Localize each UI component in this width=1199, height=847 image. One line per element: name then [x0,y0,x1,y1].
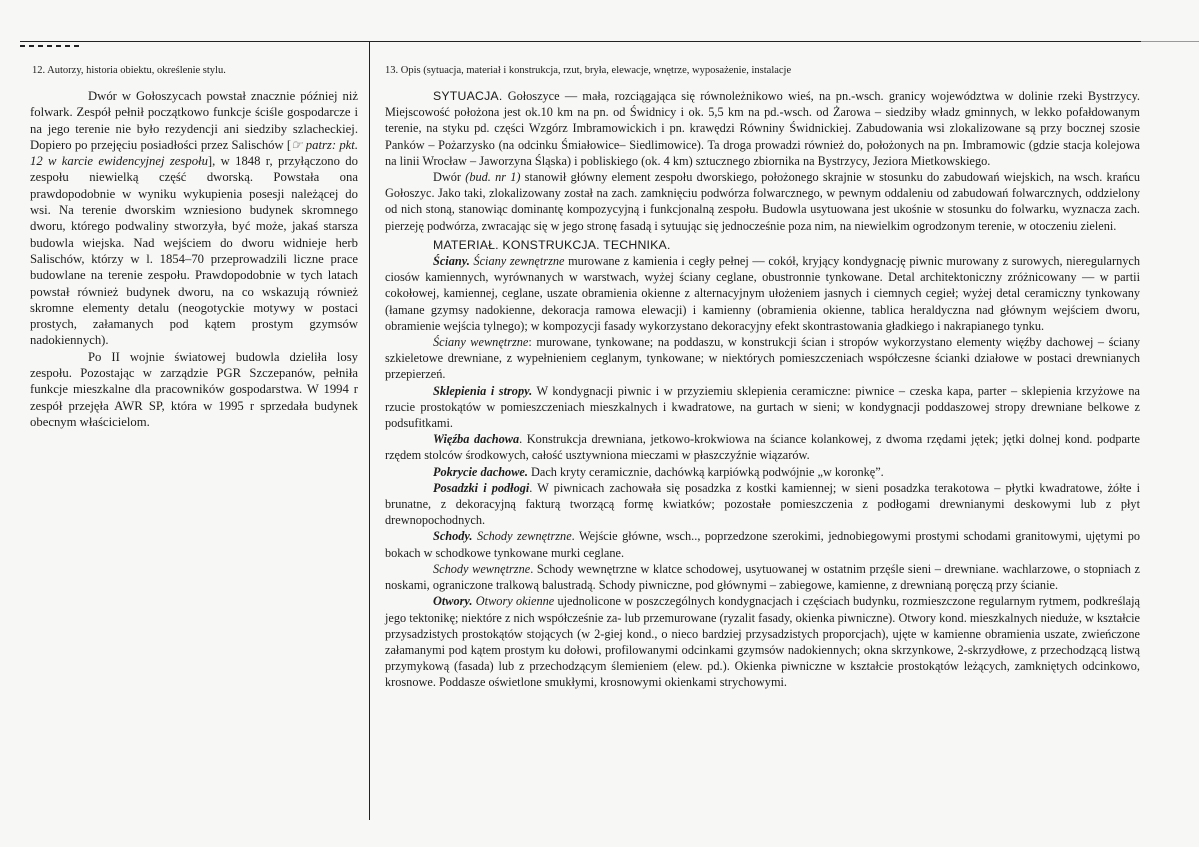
material-heading-text: MATERIAŁ. KONSTRUKCJA. TECHNIKA. [433,237,671,252]
schody-paragraph [385,528,1140,560]
dwor-paragraph [385,169,1140,234]
section-12-header: 12. Autorzy, historia obiektu, określenie stylu. [32,65,226,76]
top-rule-extension [1141,41,1199,42]
sytuacja-text: Gołoszyce — mała, rozciągająca się równoleżnikowo wieś, na pn.-wsch. granicy województwa w dolinie rzeki Bystrzycy. Miejscowość położona jest ok.10 km na pn. od Świdnicy i ok. 5,5 km na pd.-wsch. od Żarowa – siedziby władz gminnych, w lekko pofałdowanym terenie, na styku pd. części Wzgórz Imbramowickich i pn. krawędzi Równiny Świdnickiej. Zabudowania wsi zlokalizowane są przy bocznej szosie Panków – Pożarzysko (na odcinku Śmiałowice– Siedlimowice). Ta droga prowadzi również do, położonych na pn. Imbramowic (gdzie stacja kolejowa na linii Wrocław – Jaworzyna Śląska) i pobliskiego (ok. 4 km) sztucznego zbiornika na Bystrzycy, Jeziora Mietkowskiego. [385,89,1140,168]
dwor-text-b: stanowił główny element zespołu dworskiego, położonego skrajnie w stosunku do zabudowań wiejskich, na wsch. krańcu Gołoszyc. Jako taki, zlokalizowany został na zach. zamknięciu podwórza folwarcznego, w pewnym oddaleniu od zabudowań folwarcznych, oddzielony od nich stoną, stanowiąc dominantę kompozycyjną i funkcjonalną zespołu. Budowla usytuowana jest ukośnie w stosunku do folwarku, wyznacza zach. pierzeję podwórza, zwracając się w jego stronę fasadą i sytuując się jednocześnie poza nim, na niewielkim ogrodzonym terenie, w otoczeniu zieleni. [385,170,1140,233]
schody-wew-label: Schody wewnętrzne [433,561,531,576]
otwory-paragraph [385,593,1140,690]
sklepienia-paragraph [385,383,1140,432]
dwor-reference: (bud. nr 1) [465,170,521,185]
wiezba-text: . Konstrukcja drewniana, jetkowo-krokwiowa na ściance kolankowej, z dwoma rzędami jętek; jętki dolnej kond. podparte rzędem stolców środkowych, całość usztywniona mieczami w płaszczyźnie wiązarów. [385,432,1140,463]
otwory-text: ujednolicone w poszczególnych kondygnacjach i częściach budynku, rozmieszczone regularnym rytmem, podkreślają jego tektonikę; niektóre z nich współcześnie za- lub przemurowane (ryzalit fasady, okienka piwniczne). Otwory kond. mieszkalnych nieduże, w kształcie przysadzistych prostokątów stojących (w 2-giej kond., o nieco bardziej przysadzistych proporcjach), ujęte w kamienne obramienia uszate, zwieńczone załamanymi pod kątem prostym ku dołowi, profilowanymi odcinkami gzymsów nadokiennych; okna skrzynkowe, 2-skrzydłowe, z przechodzącą listwą przymykową (fasada) lub z przechodzącym ślemieniem (elew. pd.). Okienka piwniczne w kształcie prostokątów leżących, zamkniętych odcinkowo, krosnowe. Poddasze oświetlone smukłymi, krosnowymi okienkami strychowymi. [385,594,1140,690]
right-column [385,64,1140,691]
left-column [30,64,358,430]
otwory-label: Otwory. [433,594,473,609]
otwory-okienne-label: Otwory okienne [475,594,555,609]
sytuacja-paragraph [385,88,1140,169]
pokrycie-label: Pokrycie dachowe. [433,464,528,479]
section-13-header: 13. Opis (sytuacja, materiał i konstrukcja, rzut, bryła, elewacje, wnętrze, wyposażenie, instalacje [385,65,792,76]
dwor-text-a: Dwór [433,170,466,185]
pokrycie-paragraph [385,464,1140,480]
sklepienia-label: Sklepienia i stropy. [433,383,533,398]
sklepienia-text: W kondygnacji piwnic i w przyziemiu sklepienia ceramiczne: piwnice – czeska kapa, parter – sklepienia krzyżowe na rzucie prostokątów w pomieszczeniach mieszkalnych i kwadratowe, na gurtach w sieni; w kondygnacji poddaszowej stropy drewniane belkowe z podsufitkami. [385,383,1140,431]
history-reference: ☞ patrz: pkt. 12 w karcie ewidencyjnej zespołu [30,137,359,169]
wiezba-label: Więźba dachowa [433,432,520,447]
sciany-zew-label: Ściany zewnętrzne [473,254,565,269]
sciany-wew-text: : murowane, tynkowane; na poddaszu, w konstrukcji ścian i stropów wykorzystano elementy więźby dachowej – ściany szkieletowe drewniane, z wypełnieniem ceglanym, tynkowane; w niektórych pomieszczeniach współczesne ścianki działowe w postaci drewnianych przepierzeń. [385,335,1140,382]
sciany-wew-paragraph [385,334,1140,383]
schody-wew-paragraph [385,561,1140,593]
sciany-zew-text: murowane z kamienia i cegły pełnej — cokół, kryjący kondygnację piwnic murowany z surowych, nieregularnych ciosów kamiennych, wyrównanych w warstwach, wyżej ściany ceglane, obustronnie tynkowane. Detal architektoniczny zróżnicowany — w partii cokołowej, kamiennej, ceglane, uszate obramienia okienne z alternacyjnym ułożeniem jasnych i ciemnych cegieł; wyżej detal ceramiczny tynkowany (łamane gzymsy nadokienne, dekoracja ramowa elewacji) i kamienny (obramienia okienne, tablica heraldyczna nad głównym wejściem dworu, obramienie wejścia tylnego); w kompozycji fasady wykorzystano dekoracyjny efekt skontrastowania gładkiego i nakrapianego tynku. [385,254,1141,333]
schody-zew-label: Schody zewnętrzne [477,529,572,544]
history-paragraph-2: Po II wojnie światowej budowla dzieliła losy zespołu. Pozostając w zarządzie PGR Szczepanów, pełniła funkcje mieszkalne dla pracowników gospodarstwa. W 1994 r zespół przejęła AWR SP, która w 1995 r sprzedała budynek obecnym właścicielom. [30,349,358,429]
posadzki-label: Posadzki i podłogi [433,480,530,495]
schody-zew-text: . Wejście główne, wsch.., poprzedzone szerokimi, jednobiegowymi prostymi schodami granitowymi, ujętymi po bokach w schodkowe tynkowane murki ceglane. [385,529,1141,560]
sytuacja-label: SYTUACJA. [433,89,503,103]
sciany-label: Ściany. [433,254,470,269]
schody-wew-text: . Schody wewnętrzne w klatce schodowej, usytuowanej w ostatnim przęśle sieni – drewniane. wachlarzowe, o stopniach z noskami, ograniczone tralkową balustradą. Schody piwniczne, pod głównymi – zabiegowe, kamienne, z drewnianą poręczą przy ścianie. [385,561,1140,593]
history-paragraph-1 [30,88,358,349]
material-heading [385,237,1140,253]
top-rule-dash [20,45,80,47]
pokrycie-text: Dach kryty ceramicznie, dachówką karpiówką podwójnie „w koronkę”. [527,464,884,479]
sciany-wew-label: Ściany wewnętrzne [433,335,529,350]
history-text-a: Dwór w Gołoszycach powstał znacznie później niż folwark. Zespół pełnił początkowo funkcje ściśle gospodarcze i na jego terenie nie było rezydencji ani siedziby szlacheckiej. Dopiero po przejęciu posiadłości przez Salischów [ [30,89,358,152]
column-divider [369,42,370,820]
sciany-paragraph [385,253,1140,334]
posadzki-text: . W piwnicach zachowała się posadzka z kostki kamiennej; w sieni posadzka terakotowa – płytki kwadratowe, żółte i brunatne, z dekoracyjną fakturą tworzącą formę kwiatków; pozostałe pomieszczenia z podłogami drewnianymi deskowymi lub z płyt drewnopochodnych. [385,480,1141,528]
top-rule [20,41,1141,42]
posadzki-paragraph [385,480,1140,529]
history-text-b: ], w 1848 r, przyłączono do zespołu niewielką część dworską. Powstała ona prawdopodobnie w wyniku wykupienia posesji należącej do wsi. Na terenie dworskim wzniesiono budynek skromnego dworu, którego podwaliny stworzyła, być może, jakaś starsza budowla wiejska. Nad wejściem do dworu widnieje herb Salischów, którzy w l. 1854–70 przeprowadzili liczne prace budowlane na terenie zespołu. Prawdopodobnie w tych latach powstał również budynek dworu, na co wskazują również skromne elementy detalu (neogotyckie motywy w postaci prostych, załamanych pod kątem prostym gzymsów nadokiennych). [30,154,358,348]
schody-label: Schody. [433,529,473,544]
wiezba-paragraph [385,431,1140,463]
